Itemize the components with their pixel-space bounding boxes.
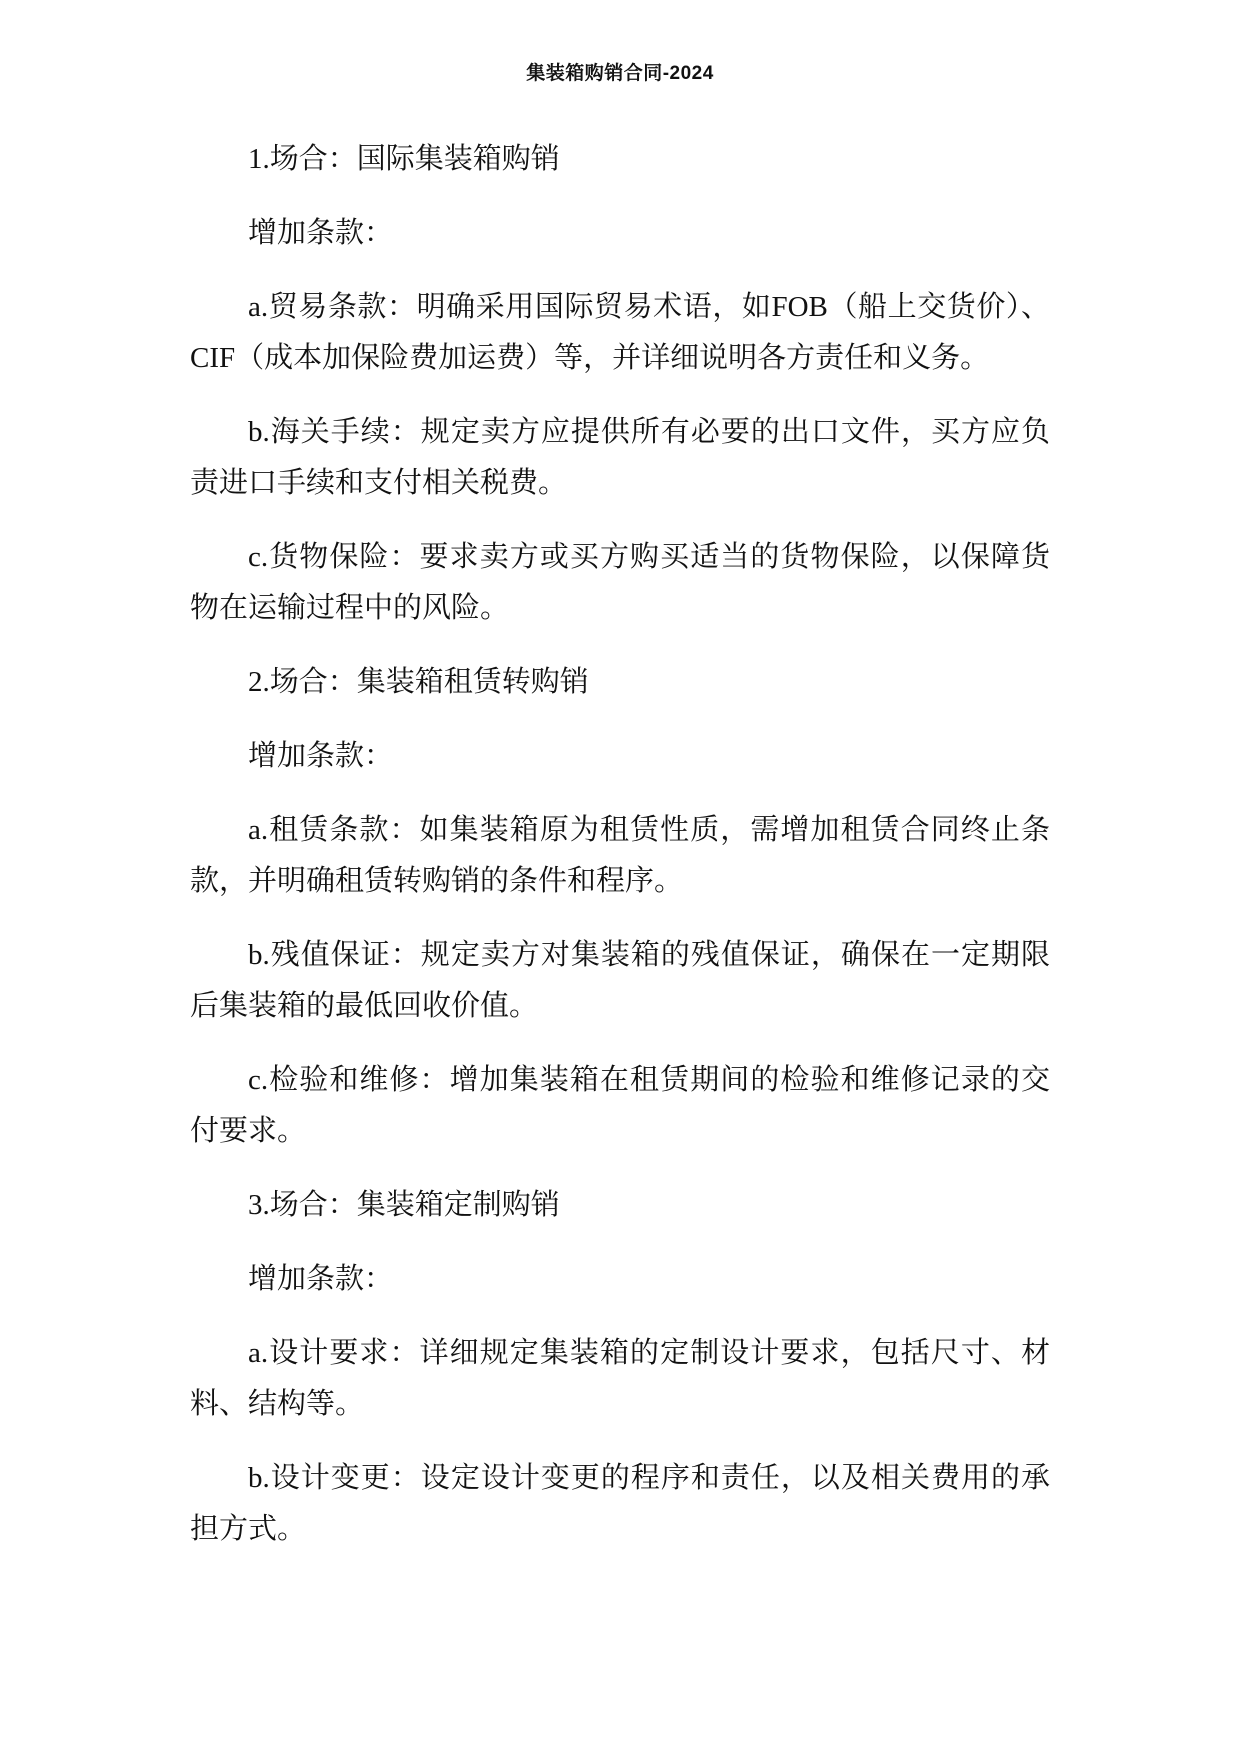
paragraph: a.租赁条款：如集装箱原为租赁性质，需增加租赁合同终止条款，并明确租赁转购销的条件和程序。 xyxy=(190,814,1050,897)
paragraph: b.残值保证：规定卖方对集装箱的残值保证，确保在一定期限后集装箱的最低回收价值。 xyxy=(190,939,1050,1022)
paragraph: 1.场合：国际集装箱购销 xyxy=(248,143,560,175)
paragraph: c.货物保险：要求卖方或买方购买适当的货物保险，以保障货物在运输过程中的风险。 xyxy=(190,541,1050,624)
paragraph: 增加条款： xyxy=(248,217,394,249)
paragraph: a.设计要求：详细规定集装箱的定制设计要求，包括尺寸、材料、结构等。 xyxy=(190,1337,1050,1420)
paragraph: 增加条款： xyxy=(248,740,394,772)
paragraph: c.检验和维修：增加集装箱在租赁期间的检验和维修记录的交付要求。 xyxy=(190,1064,1050,1147)
paragraph: 增加条款： xyxy=(248,1263,394,1295)
paragraph: b.海关手续：规定卖方应提供所有必要的出口文件，买方应负责进口手续和支付相关税费。 xyxy=(190,416,1050,499)
paragraph: 3.场合：集装箱定制购销 xyxy=(248,1189,560,1221)
paragraph: b.设计变更：设定设计变更的程序和责任，以及相关费用的承担方式。 xyxy=(190,1462,1050,1545)
paragraph: a.贸易条款：明确采用国际贸易术语，如FOB（船上交货价）、CIF（成本加保险费加运费）等，并详细说明各方责任和义务。 xyxy=(190,291,1050,374)
paragraph: 2.场合：集装箱租赁转购销 xyxy=(248,666,589,698)
document-title: 集装箱购销合同-2024 xyxy=(526,63,714,84)
document-body xyxy=(190,134,1050,1555)
